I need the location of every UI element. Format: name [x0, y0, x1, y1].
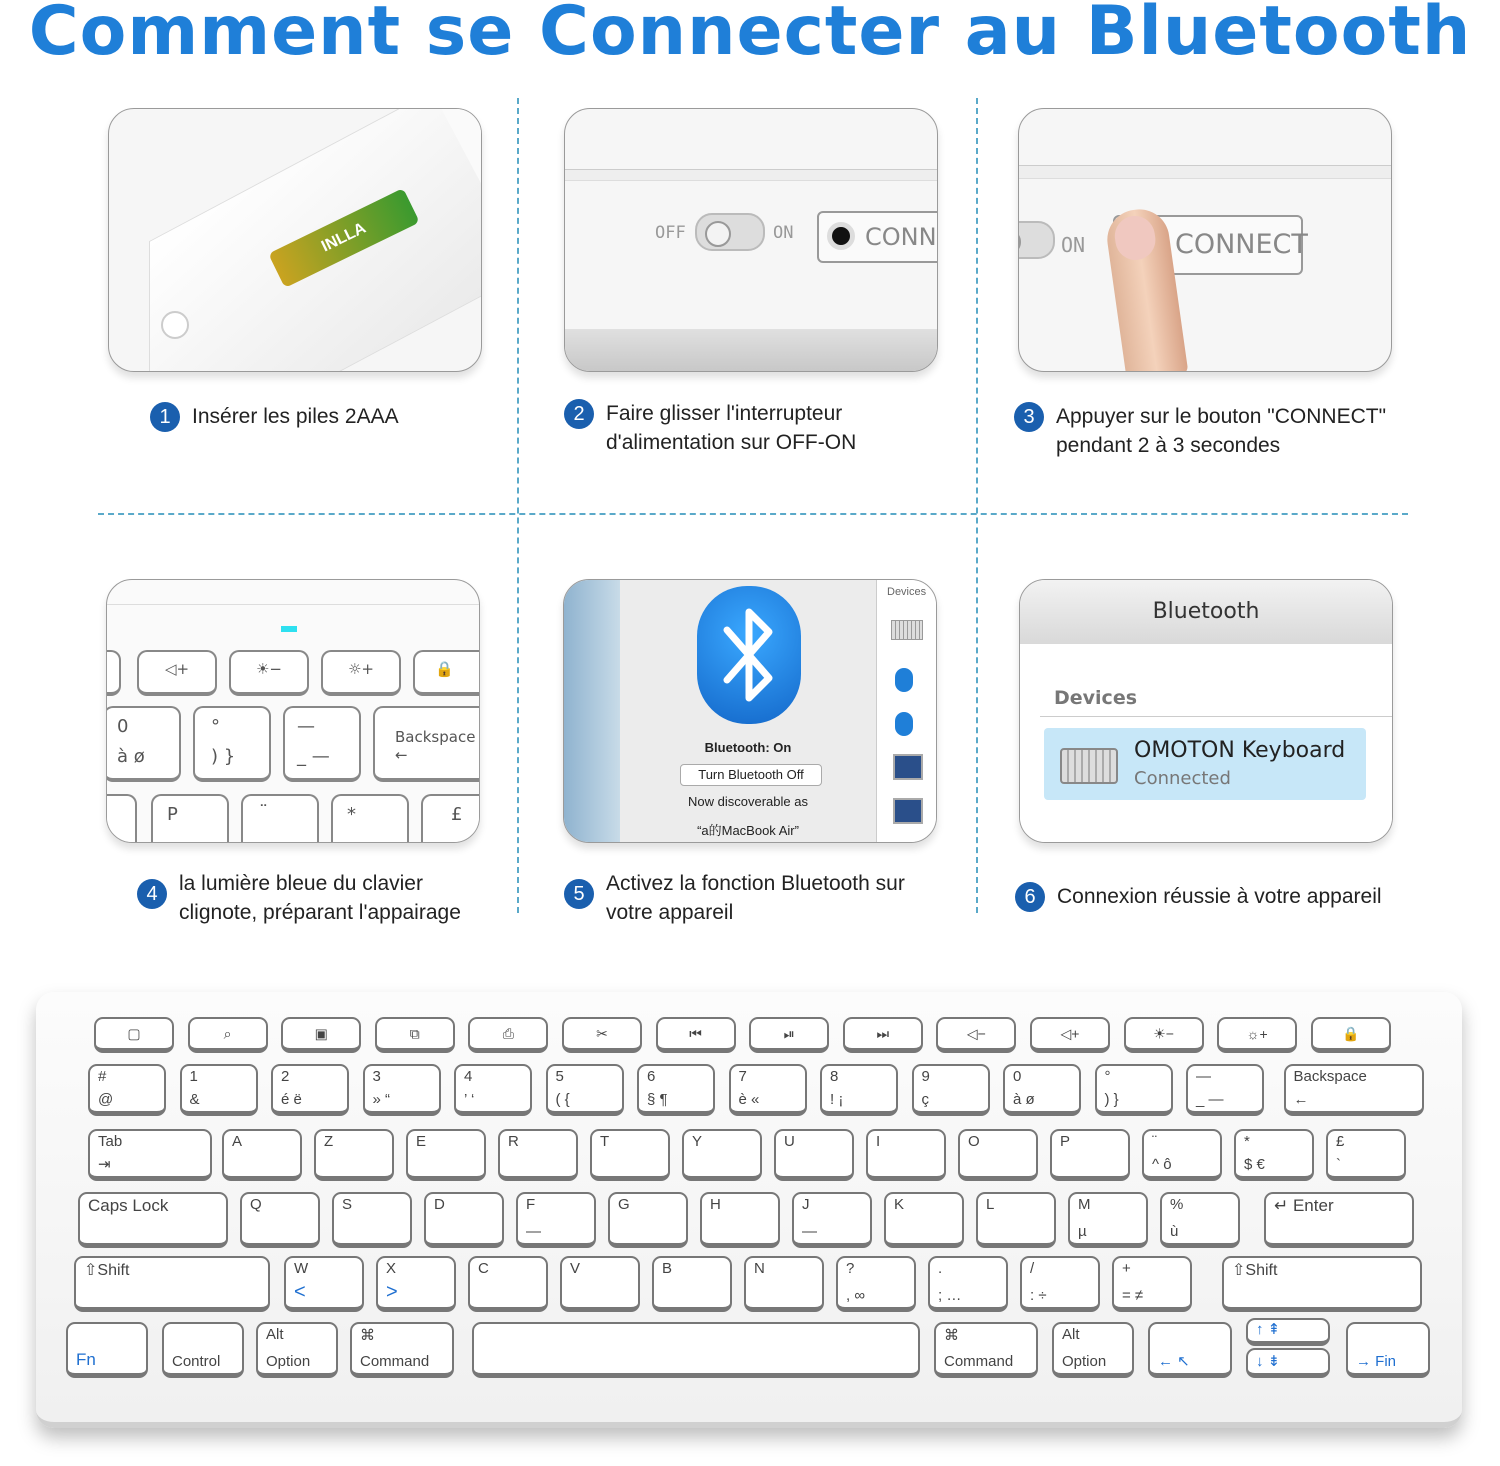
key-8: 8 ! ¡: [820, 1064, 898, 1116]
key-row5-3: ⌘ Command: [350, 1322, 454, 1378]
key-row3-1: Q: [240, 1192, 320, 1248]
key-row2-1: A: [222, 1129, 302, 1181]
key-row5-9: ↓ ⇟: [1246, 1348, 1330, 1378]
panel-connection-success: [1019, 579, 1393, 843]
key-row4-6: N: [744, 1256, 824, 1312]
key-row4-9: / : ÷: [1020, 1256, 1100, 1312]
step-text: Faire glisser l'interrupteur d'alimentation sur OFF-ON: [606, 402, 857, 454]
keyboard-device-icon: [891, 620, 923, 640]
fn-key-12: ☼+: [1217, 1017, 1297, 1053]
key-row5-0: Fn: [66, 1322, 148, 1378]
key-row2-8: I: [866, 1129, 946, 1181]
key-row2-7: U: [774, 1129, 854, 1181]
fn-key-3: ⧉: [375, 1017, 455, 1053]
connect-button-image: [161, 311, 189, 339]
step-text: Appuyer sur le bouton "CONNECT" pendant 2 à 3 secondes: [1056, 405, 1387, 457]
step-5: [564, 869, 905, 927]
key-row4-5: B: [652, 1256, 732, 1312]
fn-key-13: 🔒: [1311, 1017, 1391, 1053]
step-text: Activez la fonction Bluetooth sur votre appareil: [606, 872, 905, 924]
key-row4-3: C: [468, 1256, 548, 1312]
battery-image: INLLA: [268, 188, 419, 288]
key-row5-5: ⌘ Command: [934, 1322, 1038, 1378]
off-label: OFF: [655, 223, 686, 243]
key-row3-6: H: [700, 1192, 780, 1248]
discoverable-text: Now discoverable as: [688, 794, 808, 809]
key-11: ° ) }: [1095, 1064, 1173, 1116]
keyboard-bottom: [565, 329, 937, 371]
step-text: la lumière bleue du clavier clignote, préparant l'appairage: [179, 872, 461, 924]
bluetooth-header: Bluetooth: [1020, 580, 1392, 644]
step-number: 2: [564, 399, 594, 429]
fn-key-6: ⏮: [656, 1017, 736, 1053]
power-switch-image: [1018, 221, 1055, 259]
key-backspace: Backspace ←: [373, 706, 480, 782]
fn-key-5: ✂: [562, 1017, 642, 1053]
keyboard-edge: [107, 604, 479, 605]
key-row3-12: ↵ Enter: [1264, 1192, 1414, 1248]
key-row3-10: M µ: [1068, 1192, 1148, 1248]
turn-bluetooth-off-button[interactable]: Turn Bluetooth Off: [680, 764, 822, 786]
key-row5-4: [472, 1322, 920, 1378]
fn-key-0: ▢: [94, 1017, 174, 1053]
divider-vertical-1: [517, 98, 519, 913]
power-switch-image: [695, 213, 765, 251]
bluetooth-status: Bluetooth: On: [704, 740, 792, 755]
panel-bluetooth-settings: [563, 579, 937, 843]
fn-key-9: ◁−: [936, 1017, 1016, 1053]
key-row3-9: L: [976, 1192, 1056, 1248]
key-row3-11: % ù: [1160, 1192, 1240, 1248]
key-row3-2: S: [332, 1192, 412, 1248]
key-row2-4: R: [498, 1129, 578, 1181]
key-row4-2: X >: [376, 1256, 456, 1312]
fn-key-11: ☀−: [1124, 1017, 1204, 1053]
computer-device-icon: [893, 798, 923, 824]
step-text: Connexion réussie à votre appareil: [1057, 885, 1382, 908]
keyboard-edge: [1019, 165, 1391, 179]
step-3: [1014, 402, 1386, 460]
key-row3-5: G: [608, 1192, 688, 1248]
key-row5-8: ↑ ⇞: [1246, 1318, 1330, 1346]
devices-label: Devices: [887, 586, 927, 598]
device-status: Connected: [1134, 768, 1231, 789]
key-row4-7: ? , ∞: [836, 1256, 916, 1312]
step-4: [137, 869, 461, 927]
page-title: Comment se Connecter au Bluetooth: [28, 0, 1472, 71]
key-row5-6: Alt Option: [1052, 1322, 1134, 1378]
devices-label: Devices: [1040, 680, 1393, 717]
device-name-text: “a的MacBook Air”: [697, 823, 799, 838]
bluetooth-icon: [697, 586, 801, 724]
key-row3-7: J —: [792, 1192, 872, 1248]
led-indicator: [281, 626, 297, 632]
key-4: 4 ’ ‘: [454, 1064, 532, 1116]
bluetooth-device-icon: [895, 712, 913, 736]
key-row3-0: Caps Lock: [78, 1192, 228, 1248]
on-label: ON: [773, 223, 794, 243]
key-p: P: [151, 794, 229, 843]
fn-key-8: ⏭: [843, 1017, 923, 1053]
key-volume-up: ◁+: [137, 650, 217, 696]
step-6: [1015, 882, 1382, 912]
key-3: 3 » “: [363, 1064, 441, 1116]
connect-label: CONN: [865, 223, 937, 251]
connect-dot-icon: [827, 222, 855, 250]
key-10: 0 à ø: [1003, 1064, 1081, 1116]
step-text: Insérer les piles 2AAA: [192, 405, 399, 428]
key-degree: ° ) }: [193, 706, 271, 782]
key: [106, 794, 137, 843]
fn-key-10: ◁+: [1030, 1017, 1110, 1053]
key-9: 9 ç: [912, 1064, 990, 1116]
key-row3-3: D: [424, 1192, 504, 1248]
connect-button-image: CONNECT: [1113, 215, 1303, 275]
key-0: 0 à ø: [106, 706, 181, 782]
key-7: 7 è «: [729, 1064, 807, 1116]
key-row2-13: £ `: [1326, 1129, 1406, 1181]
key-2: 2 é ë: [271, 1064, 349, 1116]
key-row2-3: E: [406, 1129, 486, 1181]
panel-press-connect: [1018, 108, 1392, 372]
key-row5-2: Alt Option: [256, 1322, 338, 1378]
key-pound: £: [421, 794, 480, 843]
key-asterisk: *: [331, 794, 409, 843]
panel-power-switch: [564, 108, 938, 372]
step-number: 4: [137, 879, 167, 909]
computer-device-icon: [893, 754, 923, 780]
key-row5-7: ← ↖: [1148, 1322, 1232, 1378]
bluetooth-device-icon: [895, 668, 913, 692]
on-label: ON: [1061, 233, 1086, 257]
keyboard-icon: [1060, 748, 1118, 784]
step-number: 5: [564, 879, 594, 909]
step-1: [150, 402, 399, 432]
divider-horizontal: [98, 513, 1408, 515]
key-row2-2: Z: [314, 1129, 394, 1181]
key: [106, 650, 121, 696]
step-number: 6: [1015, 882, 1045, 912]
key-1: 1 &: [180, 1064, 258, 1116]
divider-vertical-2: [976, 98, 978, 913]
step-number: 3: [1014, 402, 1044, 432]
sidebar: [564, 580, 620, 842]
fn-key-4: ⎙: [468, 1017, 548, 1053]
panel-insert-batteries: [108, 108, 482, 372]
step-2: [564, 399, 856, 457]
key-row2-11: ¨ ^ ô: [1142, 1129, 1222, 1181]
key-row2-12: * $ €: [1234, 1129, 1314, 1181]
fn-key-1: ⌕: [188, 1017, 268, 1053]
key-umlaut: ¨: [241, 794, 319, 843]
key-row5-1: Control: [162, 1322, 244, 1378]
key-lock: 🔒: [413, 650, 480, 696]
key-row2-5: T: [590, 1129, 670, 1181]
key-row4-1: W <: [284, 1256, 364, 1312]
key-row2-6: Y: [682, 1129, 762, 1181]
key-12: — _ —: [1186, 1064, 1264, 1116]
key-row4-11: ⇧Shift: [1222, 1256, 1422, 1312]
fn-key-7: ⏯: [749, 1017, 829, 1053]
connect-button-image: [817, 211, 938, 263]
key-brightness-up: ☼+: [321, 650, 401, 696]
key-row4-4: V: [560, 1256, 640, 1312]
key-13: Backspace ←: [1284, 1064, 1424, 1116]
key-row2-9: O: [958, 1129, 1038, 1181]
keyboard-edge: [565, 169, 937, 181]
key-row5-10: → Fin: [1346, 1322, 1430, 1378]
devices-column: [876, 580, 937, 842]
bluetooth-rune-icon: [697, 586, 801, 724]
device-row[interactable]: [1044, 728, 1366, 800]
key-row4-8: . ; …: [928, 1256, 1008, 1312]
key-row4-10: + = ≠: [1112, 1256, 1192, 1312]
key-6: 6 § ¶: [637, 1064, 715, 1116]
key-row3-4: F —: [516, 1192, 596, 1248]
panel-blue-light: [106, 579, 480, 843]
key-row4-0: ⇧Shift: [74, 1256, 270, 1312]
key-row2-10: P: [1050, 1129, 1130, 1181]
key-row2-0: Tab ⇥: [88, 1129, 212, 1181]
step-number: 1: [150, 402, 180, 432]
keyboard-image: [36, 992, 1462, 1428]
key-row3-8: K: [884, 1192, 964, 1248]
device-name: OMOTON Keyboard: [1134, 738, 1346, 763]
key-5: 5 ( {: [546, 1064, 624, 1116]
fn-key-2: ▣: [281, 1017, 361, 1053]
key-0: # @: [88, 1064, 166, 1116]
key-brightness-down: ☀−: [229, 650, 309, 696]
key-dash: — _ —: [283, 706, 361, 782]
fingernail: [1112, 213, 1158, 262]
